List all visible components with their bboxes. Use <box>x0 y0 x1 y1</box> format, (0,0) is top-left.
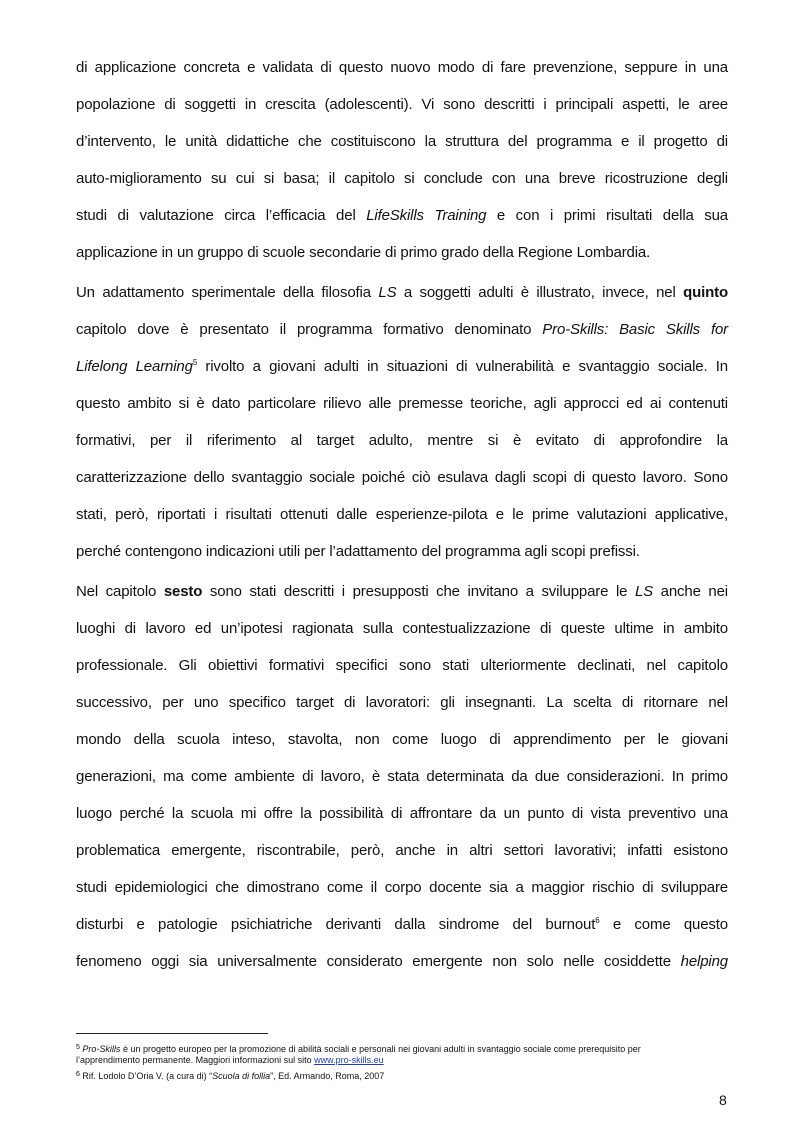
footnote-separator <box>76 1033 268 1034</box>
body-line-10: questo ambito si è dato particolare rilievo alle premesse teoriche, agli approcci ed ai contenuti <box>76 395 728 412</box>
body-line-25: fenomeno oggi sia universalmente considerato emergente non solo nelle cosiddette helping <box>76 953 728 970</box>
body-line-6: applicazione in un gruppo di scuole secondarie di primo grado della Regione Lombardia. <box>76 244 651 261</box>
body-line-19: mondo della scuola inteso, stavolta, non come luogo di apprendimento per le giovani <box>76 731 728 748</box>
body-line-3: d’intervento, le unità didattiche che costituiscono la struttura del programma e il progetto di <box>76 133 728 150</box>
footnote-6: $^6$ Rif. Lodolo D’Oria V. (a cura di) “Scuola di follia”, Ed. Armando, Roma, 2007 <box>76 1071 385 1081</box>
body-line-24: disturbi e patologie psichiatriche derivanti dalla sindrome del burnout$^6$ e come questo <box>76 916 728 933</box>
ls-term-2: LS <box>634 583 654 600</box>
footnote-ref-5[interactable]: 5 <box>192 358 198 367</box>
lifelong-learning-title: Lifelong Learning <box>76 358 193 375</box>
footnote-marker-5: 5 <box>76 1044 80 1051</box>
helping-term: helping <box>680 953 728 970</box>
body-line-13: stati, però, riportati i risultati ottenuti dalle esperienze-pilota e le prime valutazioni applicative, <box>76 506 728 523</box>
footnote-ref-6[interactable]: 6 <box>595 916 600 925</box>
footnote-6-title: Scuola di follia <box>212 1071 271 1081</box>
body-line-17: professionale. Gli obiettivi formativi specifici sono stati ulteriormente declinati, nel capitolo <box>76 657 728 674</box>
body-line-23: studi epidemiologici che dimostrano come il corpo docente sia a maggior rischio di sviluppare <box>76 879 728 896</box>
pro-skills-title: Pro-Skills: Basic Skills for <box>542 321 728 338</box>
footnote-5-term: Pro-Skills <box>82 1044 121 1054</box>
body-line-7: Un adattamento sperimentale della filosofia LS a soggetti adulti è illustrato, invece, nel quinto <box>76 284 728 301</box>
body-line-12: caratterizzazione dello svantaggio sociale poiché ciò esulava dagli scopi di questo lavoro. Sono <box>76 469 728 486</box>
body-line-14: perché contengono indicazioni utili per l’adattamento del programma agli scopi prefissi. <box>76 543 640 560</box>
footnote-marker-6: 6 <box>76 1071 80 1078</box>
body-line-11: formativi, per il riferimento al target adulto, mentre si è evitato di approfondire la <box>76 432 728 449</box>
body-line-22: problematica emergente, riscontrabile, però, anche in altri settori lavorativi; infatti esistono <box>76 842 728 859</box>
body-line-20: generazioni, ma come ambiente di lavoro, è stata determinata da due considerazioni. In primo <box>76 768 728 785</box>
body-line-16: luoghi di lavoro ed un’ipotesi ragionata sulla contestualizzazione di queste ultime in ambito <box>76 620 728 637</box>
page-number: 8 <box>719 1092 727 1108</box>
body-line-8: capitolo dove è presentato il programma formativo denominato Pro-Skills: Basic Skills for <box>76 321 728 338</box>
body-line-2: popolazione di soggetti in crescita (adolescenti). Vi sono descritti i principali aspetti, le aree <box>76 96 728 113</box>
sesto-emphasis: sesto <box>163 583 203 600</box>
body-line-9: Lifelong Learning$^5$ rivolto a giovani adulti in situazioni di vulnerabilità e svantaggio sociale. In <box>76 358 729 375</box>
quinto-emphasis: quinto <box>683 284 728 301</box>
ls-term: LS <box>378 284 397 301</box>
body-line-4: auto-miglioramento su cui si basa; il capitolo si conclude con una breve ricostruzione degli <box>76 170 728 187</box>
body-line-21: luogo perché la scuola mi offre la possibilità di affrontare da un punto di vista preventivo una <box>76 805 728 822</box>
body-line-5: studi di valutazione circa l’efficacia del LifeSkills Training e con i primi risultati della sua <box>76 207 728 224</box>
lifeskills-training-term: LifeSkills Training <box>366 207 487 224</box>
body-line-18: successivo, per uno specifico target di lavoratori: gli insegnanti. La scelta di ritornare nel <box>76 694 728 711</box>
body-line-15: Nel capitolo sesto sono stati descritti i presupposti che invitano a sviluppare le LS anche nei <box>76 583 728 600</box>
body-line-1: di applicazione concreta e validata di questo nuovo modo di fare prevenzione, seppure in una <box>76 59 728 76</box>
pro-skills-link[interactable]: www.pro-skills.eu <box>314 1055 384 1065</box>
footnote-5-cont: l’apprendimento permanente. Maggiori informazioni sul sito www.pro-skills.eu <box>76 1055 384 1065</box>
footnote-5: $^5$ Pro-Skills è un progetto europeo per la promozione di abilità sociali e personali nei giovani adulti in svantaggio sociale come prerequisito per <box>76 1044 641 1054</box>
